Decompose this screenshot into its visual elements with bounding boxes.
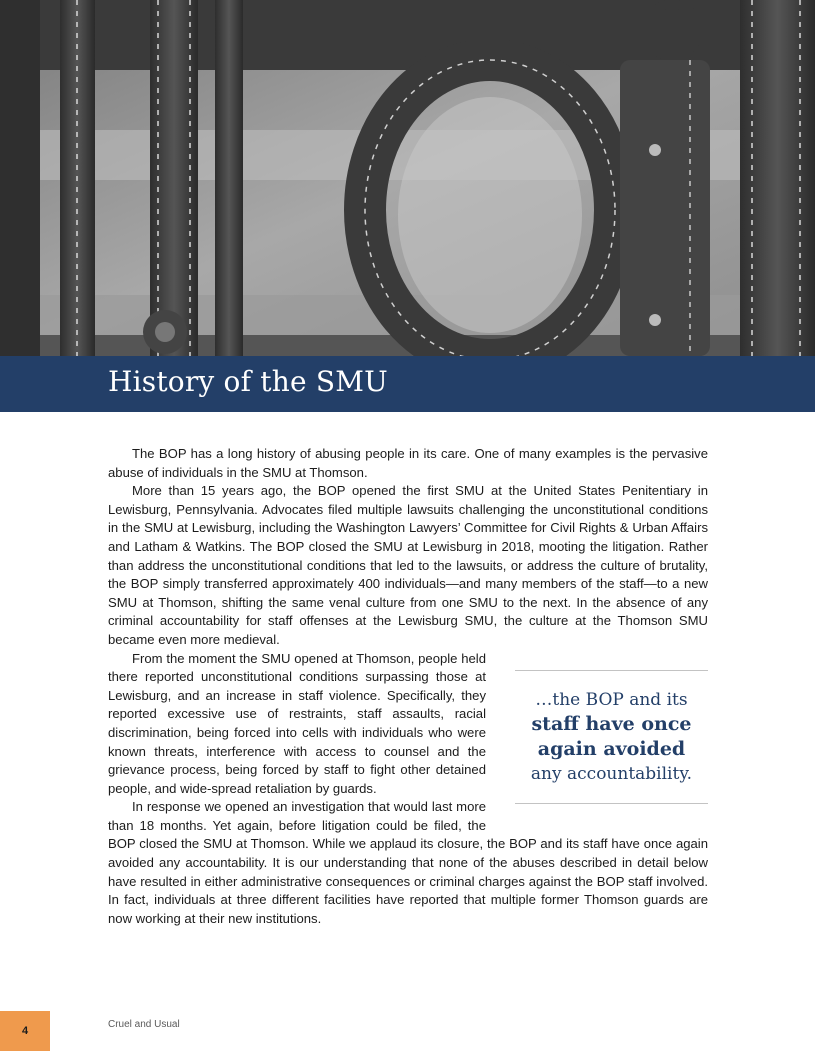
pull-quote-line-1: …the BOP and its	[535, 690, 688, 710]
page-title: History of the SMU	[108, 365, 388, 398]
title-band	[0, 356, 815, 412]
page-number: 4	[0, 1011, 50, 1051]
pull-quote-line-2: staff have once	[531, 713, 692, 735]
pull-quote-line-3: again avoided	[537, 738, 686, 760]
pull-quote-line-4: any accountability.	[530, 764, 693, 784]
paragraph-1: The BOP has a long history of abusing people in its care. One of many examples is the pervasive abuse of individuals in the SMU at Thomson.	[108, 446, 708, 480]
paragraph-2: More than 15 years ago, the BOP opened the first SMU at the United States Penitentiary in Lewisburg, Pennsylvania. Advocates filed multiple lawsuits challenging the unconstitutional conditions in the SMU at Lewisburg, including the Washington Lawyers’ Committee for Civil Rights & Urban Affairs and Latham & Watkins. The BOP closed the SMU at Lewisburg in 2018, mooting the litigation. Rather than address the unconstitutional conditions that led to the lawsuits, or address the culture of brutality, the BOP simply transferred approximately 400 individuals—and many members of the staff—to a new SMU at Thomson, shifting the same venal culture from one SMU to the next. In the absence of any criminal accountability for staff offenses at the Lewisburg SMU, the culture at the Thomson SMU became even more medieval.	[108, 483, 708, 647]
publication-title: Cruel and Usual	[108, 1019, 180, 1030]
header-photo	[0, 0, 815, 356]
paragraph-3: From the moment the SMU opened at Thomson, people held there reported unconstitutional conditions surpassing those at Lewisburg, and an increase in staff violence. Specifically, they reported excessive use of restraints, staff assaults, racial discrimination, being forced into cells with individuals who were known threats, interference with access to counsel and the grievance process, being forced by staff to fight other detained people, and wide-spread retaliation by guards.	[108, 650, 486, 796]
paragraph-4: In response we opened an investigation that would last more than 18 months. Yet again, before litigation could be filed, the BOP closed the SMU at Thomson. While we applaud its closure, the BOP and its staff have once again avoided any accountability. It is our understanding that none of the abuses described in detail below have resulted in either administrative consequences or criminal charges against the BOP staff involved. In fact, individuals at three different facilities have reported that multiple former Thomson guards are now working at their new institutions.	[108, 799, 708, 926]
pull-quote	[515, 670, 708, 804]
